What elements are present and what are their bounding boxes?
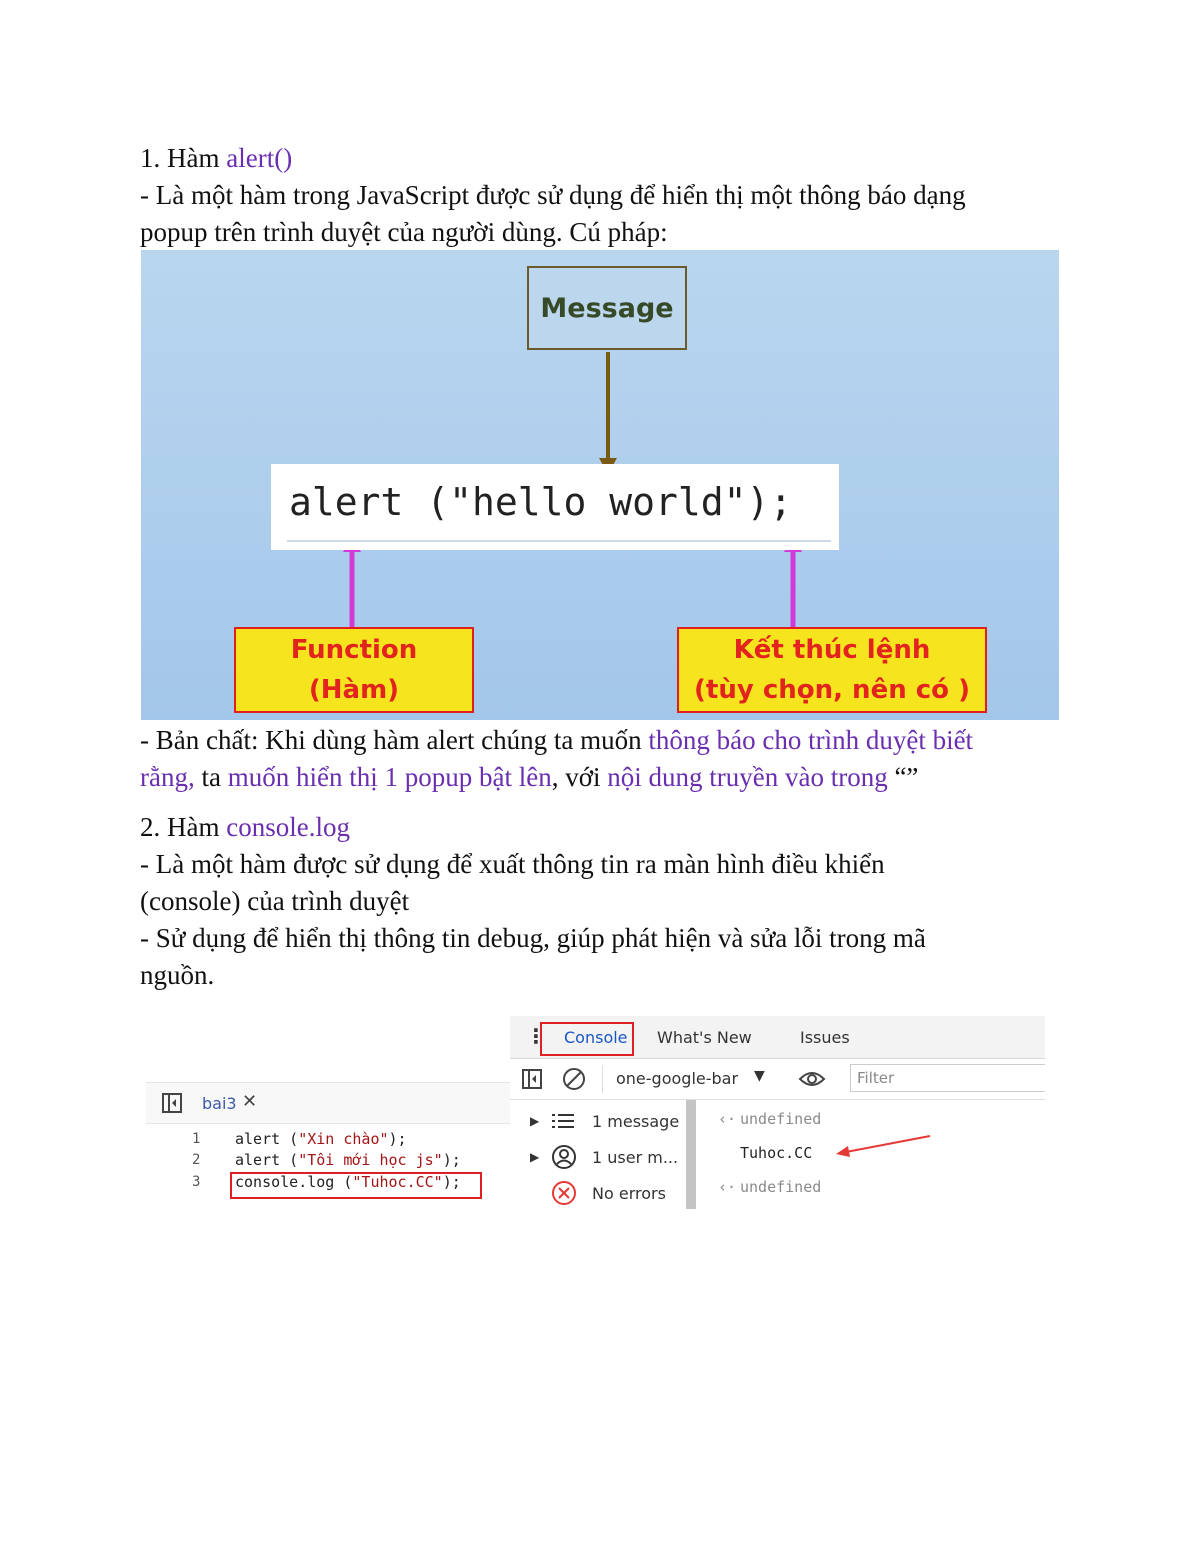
alert-code: alert ("hello world"); xyxy=(289,480,793,524)
essence-text: “” xyxy=(887,762,919,792)
section1-desc-line2: popup trên trình duyệt của người dùng. Cú pháp: xyxy=(140,217,668,247)
code-string: "Tuhoc.CC" xyxy=(352,1173,443,1191)
return-glyph-icon: ‹· xyxy=(718,1178,737,1196)
section1-heading xyxy=(140,140,292,177)
chevron-down-icon[interactable]: ▼ xyxy=(754,1068,765,1084)
user-icon xyxy=(551,1144,577,1170)
message-box: Message xyxy=(527,266,687,350)
function-label-line2: (Hàm) xyxy=(308,675,400,705)
line-number: 2 xyxy=(192,1152,201,1168)
error-icon xyxy=(551,1180,577,1206)
tab-whats-new[interactable]: What's New xyxy=(657,1028,752,1047)
essence-highlight: rằng, xyxy=(140,762,195,792)
more-menu-icon[interactable]: ⋮ xyxy=(526,1024,546,1048)
red-pointer-arrow xyxy=(830,1132,940,1162)
expand-arrow-icon[interactable]: ▶ xyxy=(530,1150,540,1164)
essence-text: , với xyxy=(551,762,608,792)
tab-console[interactable]: Console xyxy=(564,1028,628,1047)
section2-line1: - Là một hàm được sử dụng để xuất thông tin ra màn hình điều khiển xyxy=(140,849,885,879)
section2-heading xyxy=(140,809,350,846)
line-number: 3 xyxy=(192,1174,201,1190)
section2-line2: (console) của trình duyệt xyxy=(140,886,410,916)
close-icon[interactable]: ✕ xyxy=(242,1091,258,1112)
section2-line3: - Sử dụng để hiển thị thông tin debug, giúp phát hiện và sửa lỗi trong mã xyxy=(140,923,926,953)
end-label-line1: Kết thúc lệnh xyxy=(733,635,931,665)
heading-function-name: console.log xyxy=(226,812,350,842)
essence-text: - Bản chất: Khi dùng hàm alert chúng ta muốn xyxy=(140,725,649,755)
sidebar-item-user-messages[interactable]: 1 user m... xyxy=(592,1148,679,1167)
console-sidebar xyxy=(510,1100,696,1209)
end-label-line2: (tùy chọn, nên có ) xyxy=(694,675,970,705)
sidebar-toggle-icon[interactable] xyxy=(162,1093,182,1113)
code-string: "Xin chào" xyxy=(298,1130,389,1148)
function-label-line1: Function xyxy=(290,635,418,665)
list-icon xyxy=(552,1112,574,1130)
code-line xyxy=(235,1151,461,1169)
essence-highlight: thông báo cho trình duyệt biết xyxy=(648,725,974,755)
code-editor-screenshot xyxy=(146,1082,511,1210)
heading-prefix: 1. Hàm xyxy=(140,143,227,173)
devtools-screenshot xyxy=(510,1016,1045,1209)
code-fn: alert ( xyxy=(235,1130,299,1148)
code-end: ); xyxy=(442,1151,461,1169)
function-label-box xyxy=(234,627,474,713)
clear-console-icon[interactable] xyxy=(562,1067,586,1091)
code-fn: alert ( xyxy=(235,1151,299,1169)
devtools-tab-bar xyxy=(510,1016,1045,1059)
editor-tab-bar xyxy=(146,1083,511,1124)
filter-input[interactable]: Filter xyxy=(850,1064,1045,1092)
heading-prefix: 2. Hàm xyxy=(140,812,227,842)
code-end: ); xyxy=(442,1173,461,1191)
console-output-undefined: undefined xyxy=(740,1178,822,1196)
essence-highlight: muốn hiển thị 1 popup bật lên xyxy=(227,762,552,792)
console-tab-highlight xyxy=(540,1022,634,1056)
console-output-undefined: undefined xyxy=(740,1110,822,1128)
console-log-highlight-box xyxy=(230,1172,482,1199)
alert-syntax-diagram xyxy=(141,250,1059,720)
console-output-log: Tuhoc.CC xyxy=(740,1144,813,1162)
essence-text: ta xyxy=(194,762,228,792)
console-toolbar xyxy=(510,1059,1045,1100)
code-fn: console.log ( xyxy=(235,1173,353,1191)
essence-line1 xyxy=(140,722,973,759)
toolbar-divider xyxy=(602,1065,603,1093)
end-label-box xyxy=(677,627,987,713)
eye-icon[interactable] xyxy=(798,1069,826,1089)
code-strip xyxy=(271,464,839,550)
tab-issues[interactable]: Issues xyxy=(800,1028,850,1047)
essence-highlight: nội dung truyền vào trong xyxy=(607,762,888,792)
code-end: ); xyxy=(388,1130,407,1148)
sidebar-scrollbar[interactable] xyxy=(686,1100,696,1209)
context-selector[interactable]: one-google-bar xyxy=(616,1069,739,1088)
return-glyph-icon: ‹· xyxy=(718,1110,737,1128)
sidebar-toggle-icon[interactable] xyxy=(522,1069,542,1089)
code-line xyxy=(235,1130,407,1148)
expand-arrow-icon[interactable]: ▶ xyxy=(530,1114,540,1128)
code-string: "Tôi mới học js" xyxy=(298,1151,443,1169)
line-number: 1 xyxy=(192,1131,201,1147)
section2-line4: nguồn. xyxy=(140,960,215,990)
heading-function-name: alert() xyxy=(226,143,293,173)
essence-line2 xyxy=(140,759,918,796)
section1-desc-line1: - Là một hàm trong JavaScript được sử dụng để hiển thị một thông báo dạng xyxy=(140,180,966,210)
sidebar-item-errors[interactable]: No errors xyxy=(592,1184,666,1203)
sidebar-item-messages[interactable]: 1 message xyxy=(592,1112,680,1131)
editor-tab[interactable]: bai3 xyxy=(202,1094,237,1113)
code-underline xyxy=(287,540,831,542)
